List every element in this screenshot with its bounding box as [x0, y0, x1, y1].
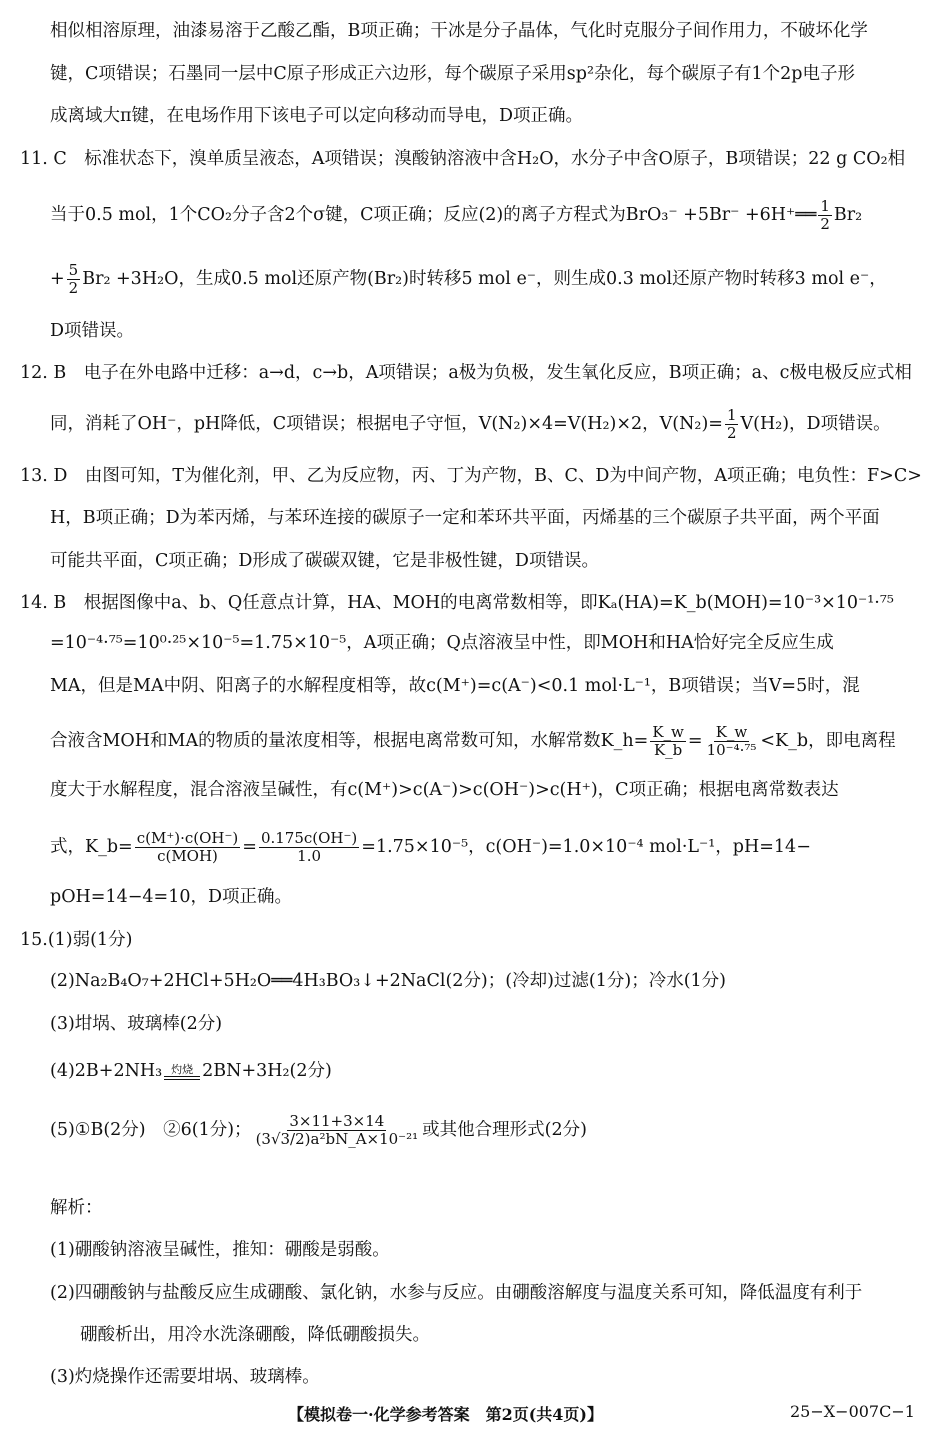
fraction: $\frac{5}{2}$ — [68, 261, 79, 297]
q15-part-5: (5)①B(2分) ②6(1分)； $\frac{3\times 11+3\times 14}{\text{(3√3/2)a²bN\_A×10⁻²¹}}$ 或其他合理形式(2分) — [50, 1112, 587, 1148]
condition-arrow: 灼烧 — [164, 1064, 200, 1080]
q11-line-1: 11. C 标准状态下，溴单质呈液态，A项错误；溴酸钠溶液中含H₂O，水分子中含O原子，B项错误；22 g CO₂相 — [20, 149, 906, 169]
q14-line-1: 14. B 根据图像中a、b、Q任意点计算，HA、MOH的电离常数相等，即Kₐ(HA)=K_b(MOH)=10⁻³×10⁻¹·⁷⁵ — [20, 593, 894, 613]
q10-line-3: 成离域大π键，在电场作用下该电子可以定向移动而导电，D项正确。 — [50, 106, 584, 126]
analysis-2-line-2: 硼酸析出，用冷水洗涤硼酸，降低硼酸损失。 — [80, 1325, 430, 1345]
q14-line-4: 合液含MOH和MA的物质的量浓度相等，根据电离常数可知，水解常数K_h= $\frac{K\_w}{K\_b}$ = $\frac{K\_w}{\text{10⁻⁴·⁷⁵}}$ <K_b，即电离程 — [50, 723, 896, 759]
q11-line-2: 当于0.5 mol，1个CO₂分子含2个σ键，C项正确；反应(2)的离子方程式为BrO₃⁻ +5Br⁻ +6H⁺══ $\frac{1}{2}$ Br₂ — [50, 197, 863, 233]
q15-part-2: (2)Na₂B₄O₇+2HCl+5H₂O══4H₃BO₃↓+2NaCl(2分)；(冷却)过滤(1分)；冷水(1分) — [50, 971, 726, 991]
q12-line-1: 12. B 电子在外电路中迁移：a→d，c→b，A项错误；a极为负极，发生氧化反应，B项正确；a、c极电极反应式相 — [20, 363, 912, 383]
analysis-title: 解析： — [50, 1198, 103, 1218]
q14-line-5: 度大于水解程度，混合溶液呈碱性，有c(M⁺)>c(A⁻)>c(OH⁻)>c(H⁺)，C项正确；根据电离常数表达 — [50, 780, 839, 800]
q15-head: 15.(1)弱(1分) — [20, 930, 133, 950]
q14-line-6: 式，K_b= $\frac{c(M^+)\cdot c(OH^-)}{\text{c(MOH)}}$ = $\frac{0.175c(OH^-)}{1.0}$ =1.75×10⁻⁵，c(OH⁻)=1.0×10⁻⁴ mol·L⁻¹，pH=14− — [50, 829, 811, 865]
q10-line-2: 键，C项错误；石墨同一层中C原子形成正六边形，每个碳原子采用sp²杂化，每个碳原子有1个2p电子形 — [50, 64, 855, 84]
fraction: $\frac{1}{2}$ — [820, 197, 830, 233]
q15-part-3: (3)坩埚、玻璃棒(2分) — [50, 1014, 223, 1034]
fraction: $\frac{c(M^+)\cdot c(OH^-)}{\text{c(MOH)}}$ — [136, 829, 239, 865]
fraction: $\frac{K\_w}{\text{10⁻⁴·⁷⁵}}$ — [706, 723, 757, 759]
q10-line-1: 相似相溶原理，油漆易溶于乙酸乙酯，B项正确；干冰是分子晶体，气化时克服分子间作用力，不破坏化学 — [50, 21, 868, 41]
fraction: $\frac{K\_w}{K\_b}$ — [652, 723, 684, 759]
page-footer: 【模拟卷一·化学参考答案 第2页(共4页)】 — [288, 1405, 603, 1424]
q13-line-2: H，B项正确；D为苯丙烯，与苯环连接的碳原子一定和苯环共平面，丙烯基的三个碳原子共平面，两个平面 — [50, 508, 880, 528]
fraction: $\frac{3\times 11+3\times 14}{\text{(3√3/2)a²bN\_A×10⁻²¹}}$ — [255, 1112, 419, 1148]
analysis-2-line-1: (2)四硼酸钠与盐酸反应生成硼酸、氯化钠，水参与反应。由硼酸溶解度与温度关系可知，降低温度有利于 — [50, 1283, 863, 1303]
q11-line-4: D项错误。 — [50, 321, 135, 341]
q12-line-2: 同，消耗了OH⁻，pH降低，C项错误；根据电子守恒，V(N₂)×4=V(H₂)×2，V(N₂)= $\frac{1}{2}$ V(H₂)，D项错误。 — [50, 406, 891, 442]
analysis-1: (1)硼酸钠溶液呈碱性，推知：硼酸是弱酸。 — [50, 1240, 390, 1260]
q15-part-4: (4)2B+2NH₃ 灼烧 2BN+3H₂(2分) — [50, 1061, 332, 1081]
fraction: $\frac{0.175c(OH^-)}{1.0}$ — [260, 829, 358, 865]
doc-code: 25−X−007C−1 — [790, 1402, 915, 1421]
q13-line-3: 可能共平面，C项正确；D形成了碳碳双键，它是非极性键，D项错误。 — [50, 551, 599, 571]
q14-line-7: pOH=14−4=10，D项正确。 — [50, 887, 293, 907]
q14-line-2: =10⁻⁴·⁷⁵=10⁰·²⁵×10⁻⁵=1.75×10⁻⁵，A项正确；Q点溶液呈中性，即MOH和HA恰好完全反应生成 — [50, 633, 834, 653]
analysis-3: (3)灼烧操作还需要坩埚、玻璃棒。 — [50, 1367, 320, 1387]
q13-line-1: 13. D 由图可知，T为催化剂，甲、乙为反应物，丙、丁为产物，B、C、D为中间产物，A项正确；电负性：F>C> — [20, 466, 922, 486]
q14-line-3: MA，但是MA中阴、阳离子的水解程度相等，故c(M⁺)=c(A⁻)<0.1 mol·L⁻¹，B项错误；当V=5时，混 — [50, 676, 860, 696]
q11-line-3: + $\frac{5}{2}$ Br₂ +3H₂O，生成0.5 mol还原产物(Br₂)时转移5 mol e⁻，则生成0.3 mol还原产物时转移3 mol e⁻， — [50, 261, 887, 297]
fraction: $\frac{1}{2}$ — [726, 406, 737, 442]
